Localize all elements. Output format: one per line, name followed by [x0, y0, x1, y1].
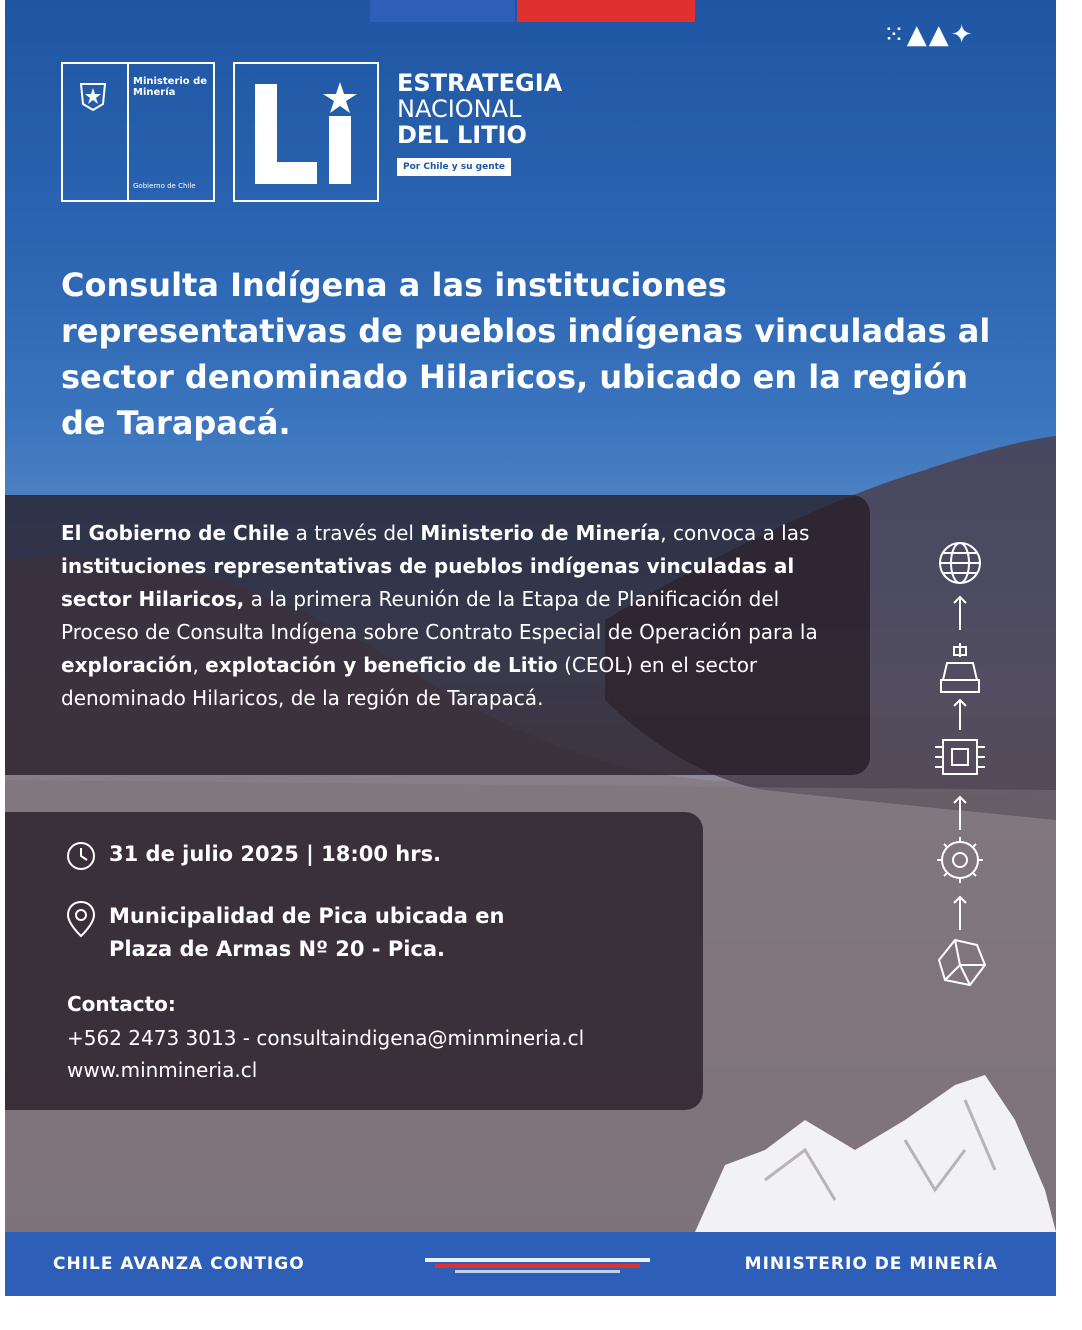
contact-web: www.minmineria.cl: [67, 1058, 258, 1082]
location-pin-icon: [65, 900, 97, 938]
lithium-logo: [233, 62, 379, 202]
body-span-4: , convoca a las: [660, 521, 810, 545]
strategy-line1: ESTRATEGIA: [397, 69, 563, 97]
footer-ministry: MINISTERIO DE MINERÍA: [744, 1254, 998, 1274]
top-bar-red: [517, 0, 695, 22]
li-symbol-icon: [247, 74, 365, 192]
clock-icon: [65, 840, 97, 872]
strategy-tagline: Por Chile y su gente: [397, 158, 511, 176]
body-bold-7: exploración: [61, 653, 193, 677]
body-bold-3: Ministerio de Minería: [420, 521, 661, 545]
value-chain-icons: [925, 535, 995, 995]
contact-title: Contacto:: [67, 992, 176, 1016]
arrow-up-icon: [954, 797, 966, 830]
body-span-6: a la primera Reunión de la Etapa de Planificación del Proceso de Consulta Indígena sobre Contrato Especial de Operación para la: [61, 587, 818, 644]
arrow-up-icon: [954, 897, 966, 930]
body-text: [61, 517, 841, 715]
body-bold-1: El Gobierno de Chile: [61, 521, 290, 545]
event-location-1: Municipalidad de Pica ubicada en: [109, 904, 505, 928]
globe-icon: [940, 543, 980, 583]
body-bold-9: explotación y beneficio de Litio: [205, 653, 558, 677]
footer-stripes-icon: [425, 1250, 650, 1278]
event-panel: [5, 812, 703, 1110]
strategy-title: [397, 70, 562, 176]
body-span-10: (CEOL) en el sector denominado Hilaricos, de la región de Tarapacá.: [61, 653, 758, 710]
event-datetime: 31 de julio 2025 | 18:00 hrs.: [109, 842, 442, 866]
chile-coat-of-arms-icon: [73, 74, 113, 114]
arrow-up-icon: [954, 597, 966, 630]
body-panel: [5, 495, 870, 775]
footer-slogan: CHILE AVANZA CONTIGO: [53, 1254, 305, 1274]
body-span-2: a través del: [289, 521, 421, 545]
ministry-logo: [61, 62, 215, 202]
gear-icon: [937, 837, 983, 883]
government-label: Gobierno de Chile: [133, 182, 196, 190]
strategy-line2: NACIONAL: [397, 95, 522, 123]
strategy-line3: DEL LITIO: [397, 121, 527, 149]
chip-icon: [935, 740, 985, 774]
top-bar-blue: [370, 0, 515, 22]
body-bold-5: instituciones representativas de pueblos indígenas vinculadas al sector Hilaricos,: [61, 554, 795, 611]
electric-car-icon: [941, 643, 979, 692]
poster: [5, 0, 1056, 1296]
contact-phone-email: +562 2473 3013 - consultaindigena@minmineria.cl: [67, 1026, 585, 1050]
footer-bar: [5, 1232, 1056, 1296]
body-span-8: ,: [192, 653, 206, 677]
event-location-2: Plaza de Armas Nº 20 - Pica.: [109, 937, 445, 961]
arrow-up-icon: [954, 700, 966, 730]
mineral-icon: [939, 940, 985, 985]
corner-decoration-icon: ⁙▲▲✦: [883, 20, 975, 50]
headline: Consulta Indígena a las instituciones representativas de pueblos indígenas vinculadas al sector denominado Hilaricos, ubicado en la región de Tarapacá.: [61, 266, 991, 442]
ministry-name: Ministerio de Minería: [133, 76, 208, 98]
